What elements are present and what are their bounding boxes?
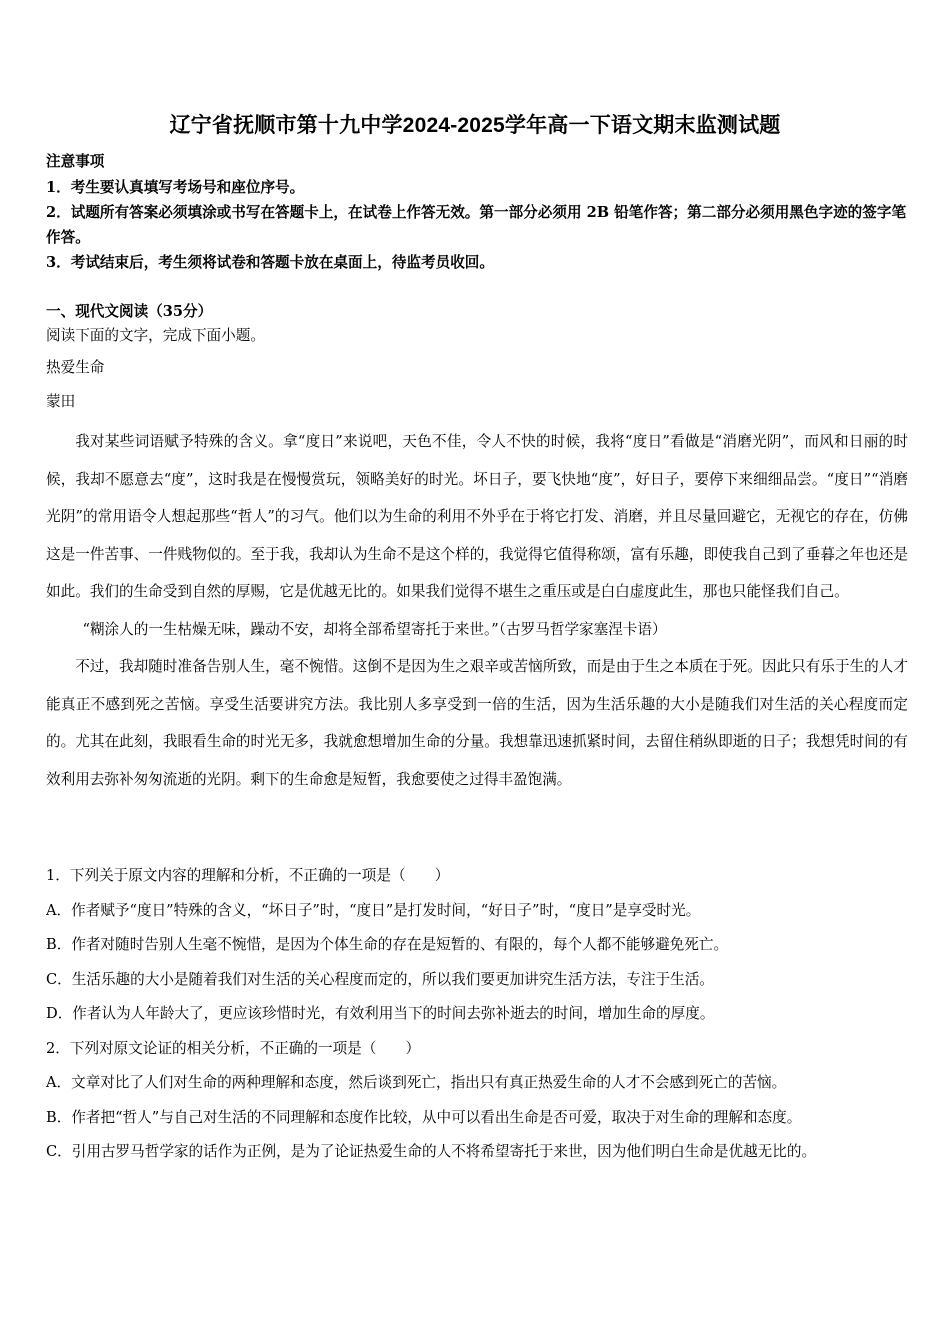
answer-option: C．生活乐趣的大小是随着我们对生活的关心程度而定的，所以我们要更加讲究生活方法，专注于生活。 <box>46 970 714 988</box>
essay-author: 蒙田 <box>46 393 76 410</box>
essay-paragraph: 不过，我却随时准备告别人生，毫不惋惜。这倒不是因为生之艰辛或苦恼所致，而是由于生之本质在于死。因此只有乐于生的人才能真正不感到死之苦恼。享受生活要讲究方法。我比别人多享受到一倍的生活，因为生活乐趣的大小是随我们对生活的关心程度而定的。尤其在此刻，我眼看生命的时光无多，我就愈想增加生命的分量。我想靠迅速抓紧时间，去留住稍纵即逝的日子；我想凭时间的有效利用去弥补匆匆流逝的光阴。剩下的生命愈是短暂，我愈要使之过得丰盈饱满。 <box>46 658 908 788</box>
section-heading: 一、现代文阅读（35分） <box>46 303 213 320</box>
question-stem: 2．下列对原文论证的相关分析，不正确的一项是（ ） <box>46 1039 421 1057</box>
notice-item: 2．试题所有答案必须填涂或书写在答题卡上，在试卷上作答无效。第一部分必须用 2B 铅笔作答；第二部分必须用黑色字迹的签字笔作答。 <box>46 204 907 246</box>
notice-item: 3．考试结束后，考生须将试卷和答题卡放在桌面上，待监考员收回。 <box>46 254 494 271</box>
question-list <box>46 859 908 1170</box>
question-stem: 1．下列关于原文内容的理解和分析，不正确的一项是（ ） <box>46 867 450 884</box>
answer-option: D．作者认为人年龄大了，更应该珍惜时光，有效利用当下的时间去弥补逝去的时间，增加生命的厚度。 <box>46 1005 715 1022</box>
answer-option: B．作者对随时告别人生毫不惋惜，是因为个体生命的存在是短暂的、有限的，每个人都不能够避免死亡。 <box>46 936 729 953</box>
essay-paragraph: 我对某些词语赋予特殊的含义。拿“度日”来说吧，天色不佳，令人不快的时候，我将“度日”看做是“消磨光阴”，而风和日丽的时候，我却不愿意去“度”，这时我是在慢慢赏玩，领略美好的时光。坏日子，要飞快地“度”，好日子，要停下来细细品尝。“度日”“消磨光阴”的常用语令人想起那些“哲人”的习气。他们以为生命的利用不外乎在于将它打发、消磨，并且尽量回避它，无视它的存在，仿佛这是一件苦事、一件贱物似的。至于我，我却认为生命不是这个样的，我觉得它值得称颂，富有乐趣，即使我自己到了垂暮之年也还是如此。我们的生命受到自然的厚赐，它是优越无比的。如果我们觉得不堪生之重压或是白白虚度此生，那也只能怪我们自己。 <box>46 433 908 600</box>
answer-option: B．作者把“哲人”与自己对生活的不同理解和态度作比较，从中可以看出生命是否可爱，取决于对生命的理解和态度。 <box>46 1108 802 1126</box>
answer-option: C．引用古罗马哲学家的话作为正例，是为了论证热爱生命的人不将希望寄托于来世，因为他们明白生命是优越无比的。 <box>46 1143 817 1160</box>
notice-list <box>46 175 908 275</box>
answer-option: A．文章对比了人们对生命的两种理解和态度，然后谈到死亡，指出只有真正热爱生命的人才不会感到死亡的苦恼。 <box>46 1074 787 1091</box>
essay-quote: “糊涂人的一生枯燥无味，躁动不安，却将全部希望寄托于来世。”（古罗马哲学家塞涅卡语） <box>82 620 667 638</box>
essay-title: 热爱生命 <box>46 359 105 376</box>
essay-body <box>46 423 908 798</box>
notice-heading: 注意事项 <box>46 153 105 170</box>
notice-item: 1．考生要认真填写考场号和座位序号。 <box>46 179 305 196</box>
reading-instruction: 阅读下面的文字，完成下面小题。 <box>46 327 265 344</box>
page-title: 辽宁省抚顺市第十九中学2024-2025学年高一下语文期末监测试题 <box>169 114 781 137</box>
answer-option: A．作者赋予“度日”特殊的含义，“坏日子”时，“度日”是打发时间，“好日子”时，“度日”是享受时光。 <box>46 901 701 919</box>
